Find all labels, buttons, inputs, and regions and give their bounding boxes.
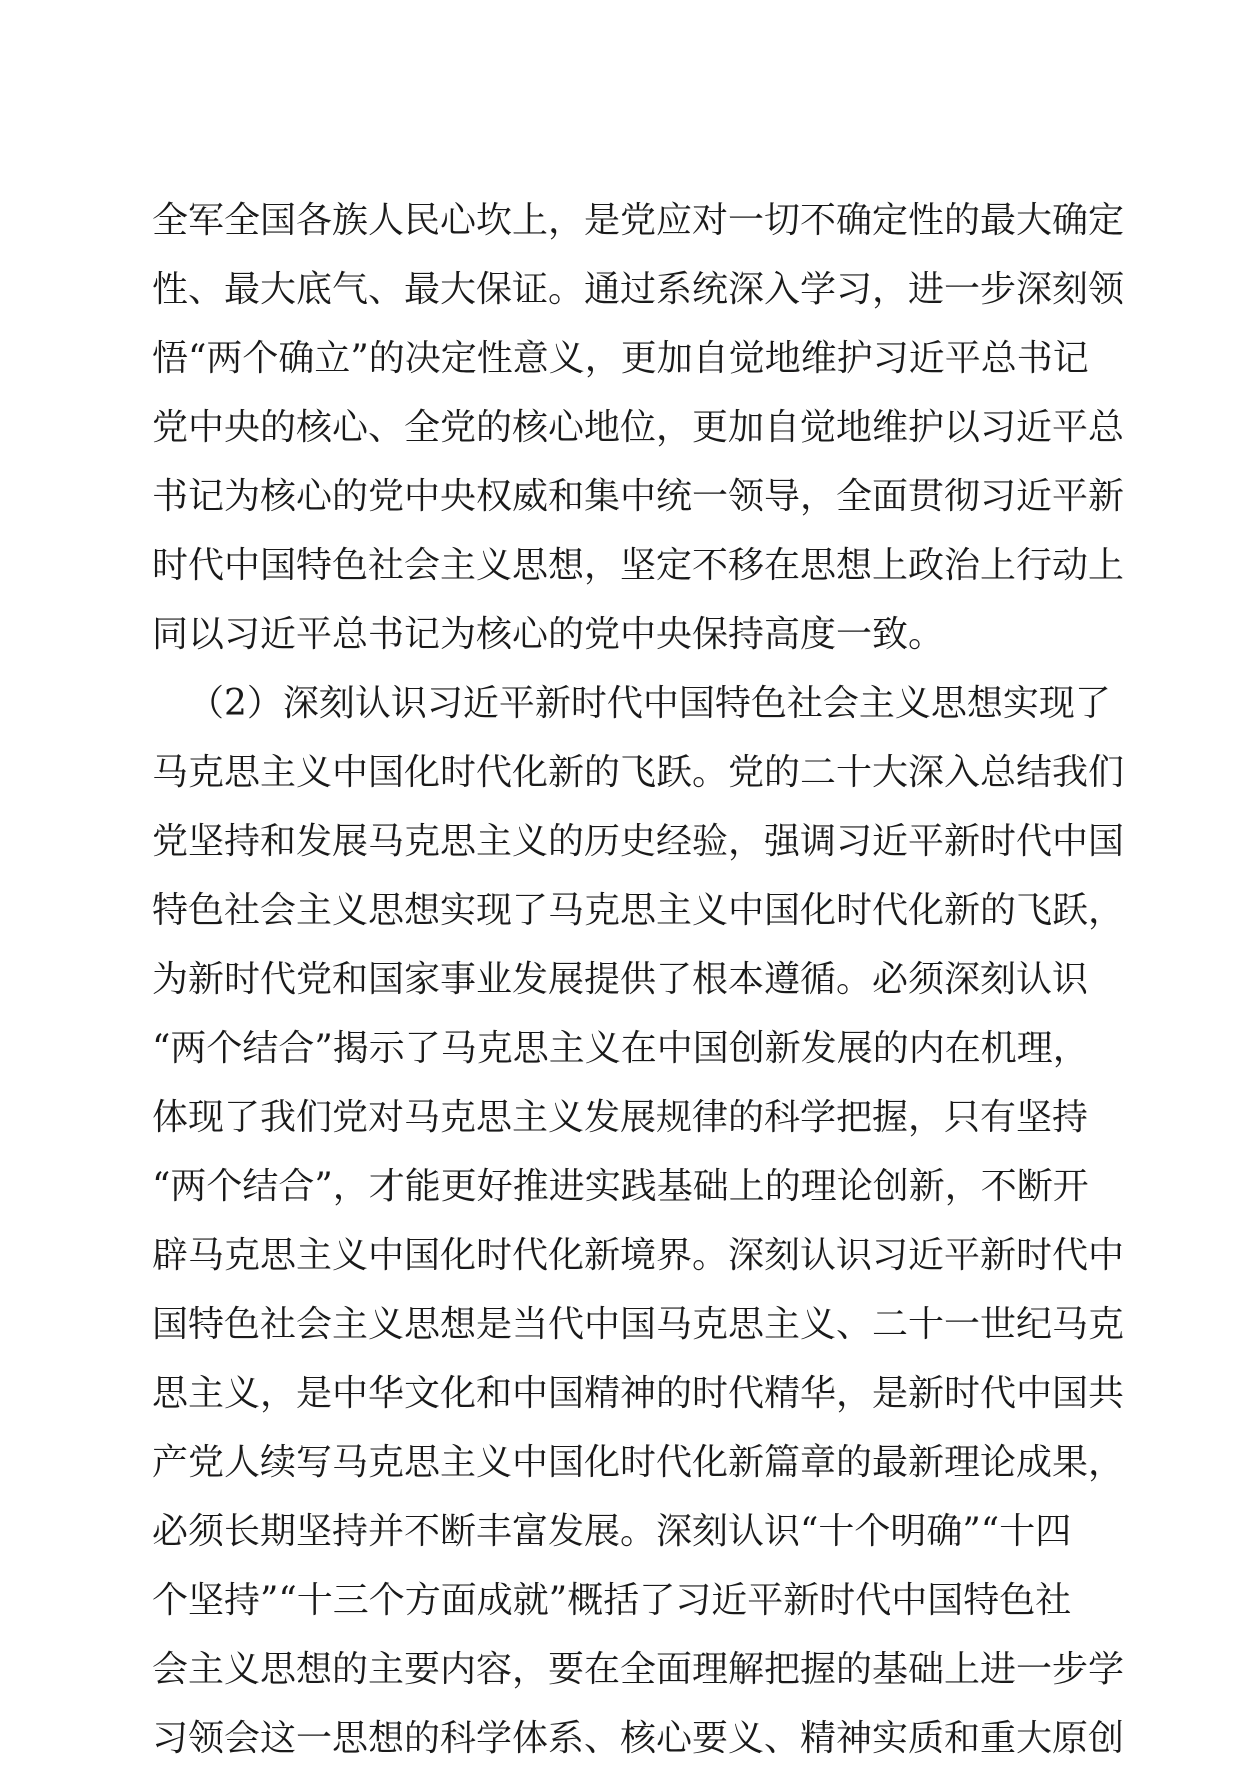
- body-text: [152, 186, 1125, 1773]
- text-line: 习领会这一思想的科学体系、核心要义、精神实质和重大原创: [152, 1718, 1125, 1759]
- text-line: 党坚持和发展马克思主义的历史经验，强调习近平新时代中国: [152, 821, 1125, 862]
- text-line: “两个结合”揭示了马克思主义在中国创新发展的内在机理，: [152, 1028, 1089, 1069]
- text-line: 全军全国各族人民心坎上，是党应对一切不确定性的最大确定: [152, 200, 1125, 241]
- text-line: 特色社会主义思想实现了马克思主义中国化时代化新的飞跃，: [152, 890, 1125, 931]
- text-line: “两个结合”，才能更好推进实践基础上的理论创新，不断开: [152, 1166, 1089, 1207]
- text-line: 辟马克思主义中国化时代化新境界。深刻认识习近平新时代中: [152, 1235, 1125, 1276]
- text-line: 体现了我们党对马克思主义发展规律的科学把握，只有坚持: [152, 1097, 1089, 1138]
- text-line: 悟“两个确立”的决定性意义，更加自觉地维护习近平总书记: [152, 338, 1089, 379]
- text-line: 个坚持”“十三个方面成就”概括了习近平新时代中国特色社: [152, 1580, 1072, 1621]
- text-line: 马克思主义中国化时代化新的飞跃。党的二十大深入总结我们: [152, 752, 1125, 793]
- text-line: 思主义，是中华文化和中国精神的时代精华，是新时代中国共: [152, 1373, 1125, 1414]
- text-line: 时代中国特色社会主义思想，坚定不移在思想上政治上行动上: [152, 545, 1125, 586]
- text-line: 产党人续写马克思主义中国化时代化新篇章的最新理论成果，: [152, 1442, 1125, 1483]
- paragraph-start-line: （2）深刻认识习近平新时代中国特色社会主义思想实现了: [188, 683, 1111, 724]
- text-line: 国特色社会主义思想是当代中国马克思主义、二十一世纪马克: [152, 1304, 1125, 1345]
- text-line: 党中央的核心、全党的核心地位，更加自觉地维护以习近平总: [152, 407, 1125, 448]
- text-line: 同以习近平总书记为核心的党中央保持高度一致。: [152, 614, 945, 655]
- text-line: 会主义思想的主要内容，要在全面理解把握的基础上进一步学: [152, 1649, 1125, 1690]
- text-line: 为新时代党和国家事业发展提供了根本遵循。必须深刻认识: [152, 959, 1089, 1000]
- text-line: 必须长期坚持并不断丰富发展。深刻认识“十个明确”“十四: [152, 1511, 1072, 1552]
- text-line: 书记为核心的党中央权威和集中统一领导，全面贯彻习近平新: [152, 476, 1125, 517]
- text-line: 性、最大底气、最大保证。通过系统深入学习，进一步深刻领: [152, 269, 1125, 310]
